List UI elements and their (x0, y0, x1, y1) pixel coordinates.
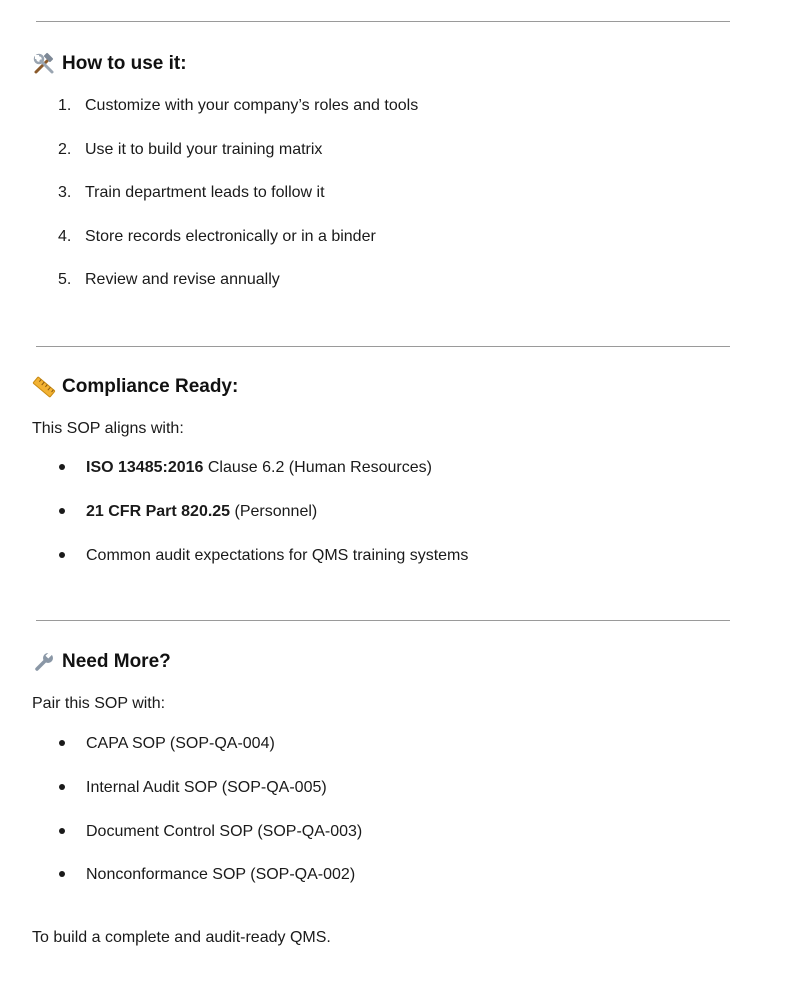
ruler-icon (32, 375, 56, 399)
list-item: 21 CFR Part 820.25 (Personnel) (58, 502, 317, 522)
divider (36, 346, 730, 347)
list-item: Document Control SOP (SOP-QA-003) (58, 822, 362, 842)
wrench-icon (32, 650, 56, 674)
divider (36, 620, 730, 621)
compliance-intro: This SOP aligns with: (32, 420, 184, 437)
bullet (59, 464, 65, 470)
list-item: 2. Use it to build your training matrix (58, 141, 323, 158)
list-item: Common audit expectations for QMS training systems (58, 546, 468, 566)
bullet (59, 552, 65, 558)
closing-text: To build a complete and audit-ready QMS. (32, 929, 331, 946)
bullet (59, 784, 65, 790)
hammer-and-wrench-icon (32, 52, 56, 76)
bullet (59, 740, 65, 746)
bullet (59, 828, 65, 834)
need-more-title: Need More? (62, 651, 171, 672)
list-item: ISO 13485:2016 Clause 6.2 (Human Resources) (58, 458, 432, 478)
list-item: 1. Customize with your company’s roles and tools (58, 97, 419, 114)
compliance-title: Compliance Ready: (62, 376, 239, 397)
list-item: Nonconformance SOP (SOP-QA-002) (58, 865, 355, 885)
list-item: Internal Audit SOP (SOP-QA-005) (58, 778, 327, 798)
compliance-heading (32, 374, 238, 400)
bullet (59, 871, 65, 877)
how-to-use-title: How to use it: (62, 53, 187, 74)
list-item: CAPA SOP (SOP-QA-004) (58, 734, 275, 754)
divider-top (36, 21, 730, 22)
need-more-intro: Pair this SOP with: (32, 695, 166, 712)
list-item: 3. Train department leads to follow it (58, 184, 325, 201)
list-item: 4. Store records electronically or in a binder (58, 228, 376, 245)
need-more-heading (32, 649, 171, 675)
how-to-use-heading (32, 51, 187, 77)
bullet (59, 508, 65, 514)
list-item: 5. Review and revise annually (58, 271, 280, 288)
